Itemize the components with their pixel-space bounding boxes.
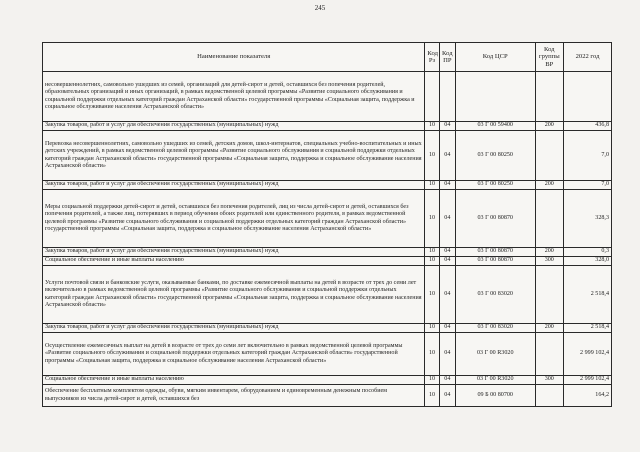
row-pr	[439, 72, 455, 122]
row-amount: 164,2	[564, 385, 612, 407]
row-rz: 10	[425, 333, 439, 376]
row-csr: 03 Г 00 80870	[455, 257, 535, 266]
row-csr	[455, 72, 535, 122]
row-pr: 04	[439, 257, 455, 266]
row-name: Социальное обеспечение и иные выплаты населению	[43, 376, 425, 385]
row-amount: 328,3	[564, 190, 612, 248]
table-row	[43, 181, 612, 190]
row-rz: 10	[425, 248, 439, 257]
header-name: Наименование показателя	[43, 43, 425, 72]
row-amount: 0,3	[564, 248, 612, 257]
table-row	[43, 122, 612, 131]
row-vr: 300	[535, 257, 564, 266]
row-pr: 04	[439, 376, 455, 385]
row-rz: 10	[425, 266, 439, 324]
row-vr	[535, 190, 564, 248]
row-rz: 10	[425, 257, 439, 266]
row-vr	[535, 131, 564, 181]
table-row	[43, 385, 612, 407]
row-amount: 7,0	[564, 181, 612, 190]
row-amount: 7,0	[564, 131, 612, 181]
row-csr: 03 Г 00 80250	[455, 131, 535, 181]
row-pr: 04	[439, 385, 455, 407]
row-vr	[535, 266, 564, 324]
header-year: 2022 год	[564, 43, 612, 72]
row-pr: 04	[439, 324, 455, 333]
row-csr: 03 Г 00 R3020	[455, 376, 535, 385]
row-name: Социальное обеспечение и иные выплаты населению	[43, 257, 425, 266]
row-name: Закупка товаров, работ и услуг для обеспечения государственных (муниципальных) нужд	[43, 181, 425, 190]
row-amount: 436,8	[564, 122, 612, 131]
table-row	[43, 72, 612, 122]
row-vr: 200	[535, 122, 564, 131]
table-row	[43, 131, 612, 181]
row-pr: 04	[439, 248, 455, 257]
row-rz: 10	[425, 122, 439, 131]
row-csr: 03 Г 00 80870	[455, 190, 535, 248]
header-csr: Код ЦСР	[455, 43, 535, 72]
row-rz: 10	[425, 385, 439, 407]
row-pr: 04	[439, 266, 455, 324]
row-amount: 2 999 102,4	[564, 376, 612, 385]
table-row	[43, 190, 612, 248]
row-csr: 03 Г 00 80250	[455, 181, 535, 190]
row-name: Перевозка несовершеннолетних, самовольно ушедших из семей, детских домов, школ-интернатов, специальных учебно-воспитательных и иных детских учреждений, в рамках ведомственной целевой программы «Развитие социального обслуживания и социальной поддержки отдельных категорий граждан Астраханской области» государственной программы «Социальная защита, поддержка и социальное обслуживание населения Астраханской области»	[43, 131, 425, 181]
row-vr: 200	[535, 181, 564, 190]
table-row	[43, 248, 612, 257]
row-rz: 10	[425, 376, 439, 385]
row-csr: 03 Г 00 83020	[455, 266, 535, 324]
row-pr: 04	[439, 333, 455, 376]
row-name: Услуги почтовой связи и банковские услуги, оказываемые банками, по доставке ежемесячной выплаты на детей в возрасте от трех до семи лет включительно в рамках ведомственной целевой программы «Развитие социального обслуживания и социальной поддержки отдельных категорий граждан Астраханской области» государственной программы «Социальная защита, поддержка и социальное обслуживание населения Астраханской области»	[43, 266, 425, 324]
row-amount: 328,0	[564, 257, 612, 266]
row-vr: 200	[535, 248, 564, 257]
row-rz	[425, 72, 439, 122]
row-name: Закупка товаров, работ и услуг для обеспечения государственных (муниципальных) нужд	[43, 248, 425, 257]
table-row	[43, 324, 612, 333]
table-row	[43, 266, 612, 324]
row-amount: 2 999 102,4	[564, 333, 612, 376]
row-csr: 03 Г 00 83020	[455, 324, 535, 333]
row-name: Меры социальной поддержки детей-сирот и детей, оставшихся без попечения родителей, лиц из числа детей-сирот и детей, оставшихся без попечения родителей, а также лиц, потерявших в период обучения обоих родителей или единственного родителя, в рамках ведомственной целевой программы «Развитие социального обслуживания и социальной поддержки отдельных категорий граждан Астраханской области» государственной программы «Социальная защита, поддержка и социальное обслуживание населения Астраханской области»	[43, 190, 425, 248]
row-csr: 03 Г 00 R3020	[455, 333, 535, 376]
row-pr: 04	[439, 190, 455, 248]
header-vr: Код группы ВР	[535, 43, 564, 72]
table-row	[43, 257, 612, 266]
row-name: Закупка товаров, работ и услуг для обеспечения государственных (муниципальных) нужд	[43, 324, 425, 333]
row-name: несовершеннолетних, самовольно ушедших из семей, организаций для детей-сирот и детей, оставшихся без попечения родителей, образовательных организаций и иных организаций, в рамках ведомственной целевой программы «Развитие социального обслуживания и социальной поддержки отдельных категорий граждан Астраханской области» государственной программы «Социальная защита, поддержка и социальное обслуживание населения Астраханской области»	[43, 72, 425, 122]
table-row	[43, 333, 612, 376]
header-pr: Код ПР	[439, 43, 455, 72]
table-row	[43, 376, 612, 385]
row-amount	[564, 72, 612, 122]
row-name: Обеспечение бесплатным комплектом одежды, обуви, мягким инвентарем, оборудованием и единовременным денежным пособием выпускников из числа детей-сирот и детей, оставшихся без	[43, 385, 425, 407]
row-csr: 03 Г 00 80870	[455, 248, 535, 257]
row-vr	[535, 385, 564, 407]
row-vr	[535, 333, 564, 376]
row-rz: 10	[425, 131, 439, 181]
row-name: Закупка товаров, работ и услуг для обеспечения государственных (муниципальных) нужд	[43, 122, 425, 131]
row-csr: 09 Б 00 80700	[455, 385, 535, 407]
row-vr	[535, 72, 564, 122]
row-pr: 04	[439, 131, 455, 181]
row-rz: 10	[425, 190, 439, 248]
row-pr: 04	[439, 122, 455, 131]
row-pr: 04	[439, 181, 455, 190]
budget-table	[42, 42, 612, 407]
row-csr: 03 Г 00 59400	[455, 122, 535, 131]
row-rz: 10	[425, 181, 439, 190]
header-rz: Код Рз	[425, 43, 439, 72]
row-name: Осуществление ежемесячных выплат на детей в возрасте от трех до семи лет включительно в рамках ведомственной целевой программы «Развитие социального обслуживания и социальной поддержки отдельных категорий граждан Астраханской области» государственной программы «Социальная защита, поддержка и социальное обслуживание населения Астраханской области»	[43, 333, 425, 376]
row-amount: 2 518,4	[564, 266, 612, 324]
page-number: 245	[314, 4, 326, 12]
row-rz: 10	[425, 324, 439, 333]
row-vr: 300	[535, 376, 564, 385]
row-vr: 200	[535, 324, 564, 333]
table-header-row	[43, 43, 612, 72]
row-amount: 2 518,4	[564, 324, 612, 333]
